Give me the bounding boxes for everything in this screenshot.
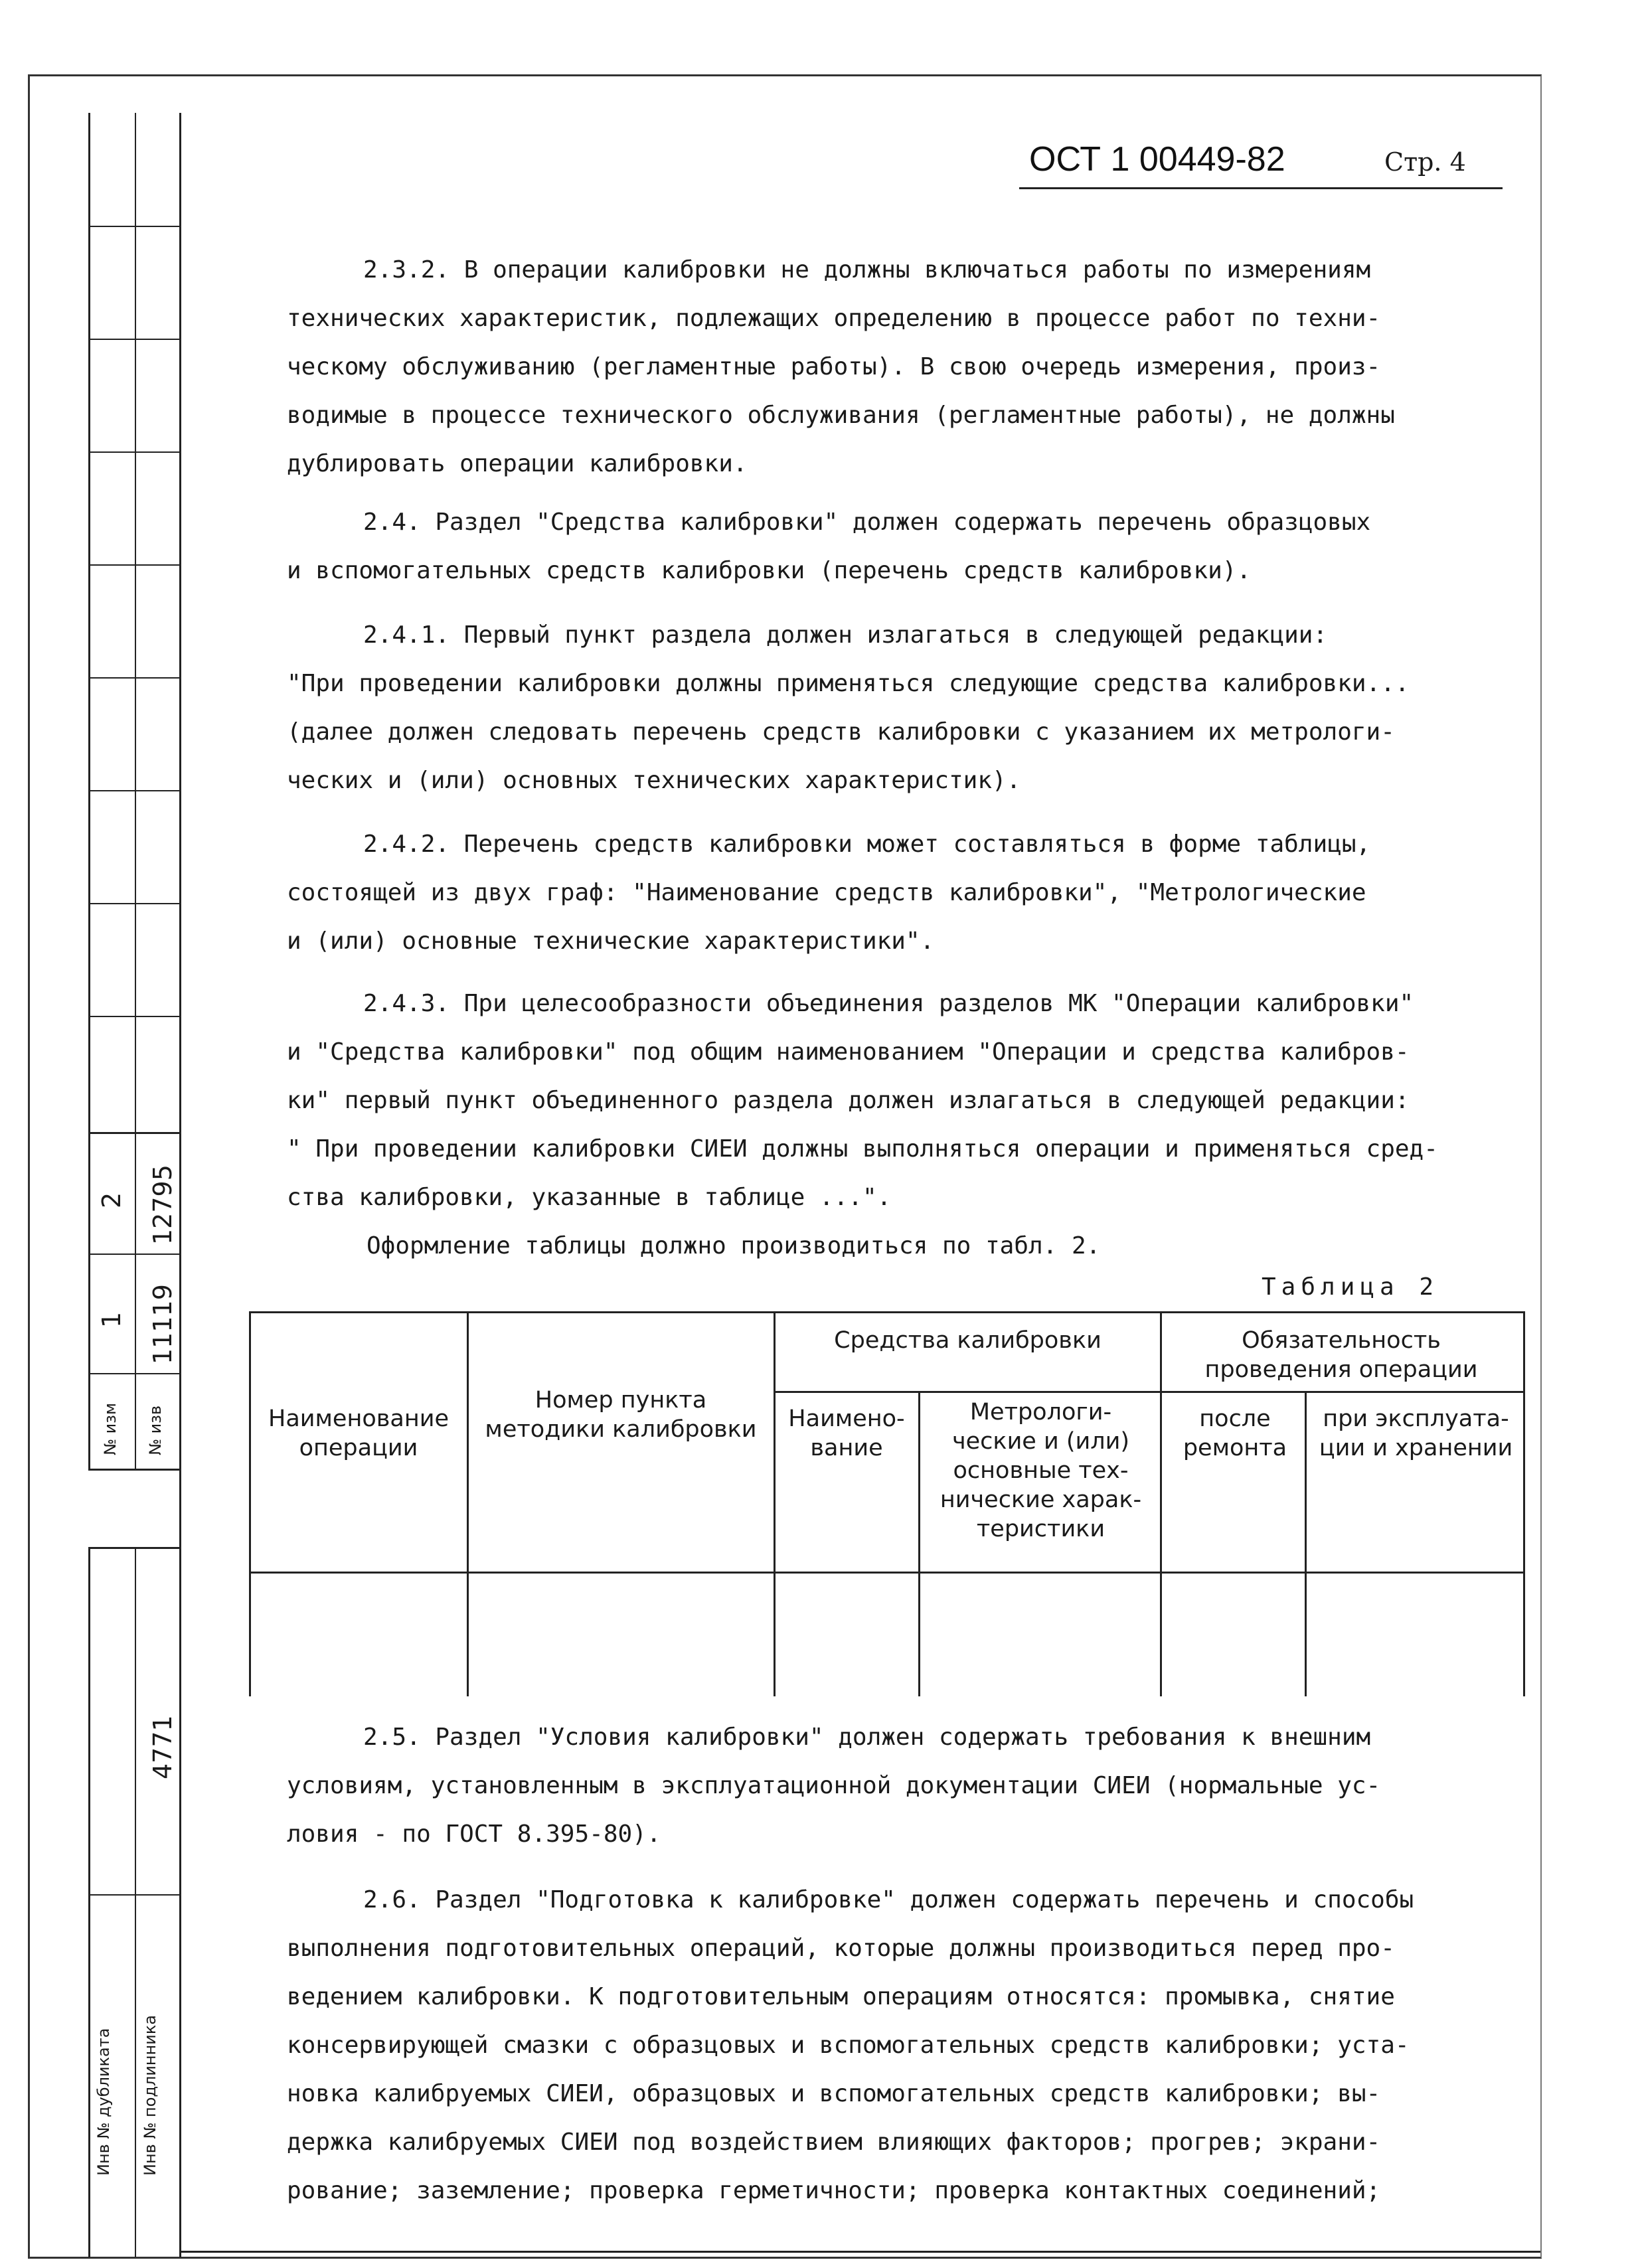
inner-frame-bottom bbox=[179, 2251, 1540, 2253]
document-code: ОСТ 1 00449-82 bbox=[1029, 140, 1285, 179]
paragraph-2-4-3: 2.4.3. При целесообразности объединения разделов МК "Операции калибровки" и "Средства калибровки" под общим наименованием "Операции и средства калибров- ки" первый пункт объединенного раздела должен излагаться в следующей редакции: " При проведении калибровки СИЕИ должны выполняться операции и применяться сред- ства калибровки, указанные в таблице ...". bbox=[287, 990, 1438, 1211]
header-underline bbox=[1019, 187, 1503, 189]
table-caption: Таблица 2 bbox=[1262, 1273, 1439, 1301]
header-operation-storage: при эксплуата- ции и хранении bbox=[1319, 1406, 1513, 1461]
header-after-repair: после ремонта bbox=[1183, 1406, 1287, 1461]
header-operation: Наименование операции bbox=[268, 1406, 449, 1461]
header-means-name: Наимено- вание bbox=[788, 1406, 905, 1461]
header-item-number: Номер пункта методики калибровки bbox=[485, 1387, 757, 1443]
change-number-2: 2 bbox=[97, 1192, 126, 1208]
header-means-characteristics: Метрологи- ческие и (или) основные тех- нические харак- теристики bbox=[940, 1399, 1142, 1542]
paragraph-2-4-2: 2.4.2. Перечень средств калибровки может составляться в форме таблицы, состоящей из двух граф: "Наименование средств калибровки", "Метрологические и (или) основные технические характеристики". bbox=[287, 831, 1371, 955]
paragraph-2-6: 2.6. Раздел "Подготовка к калибровке" должен содержать перечень и способы выполнения подготовительных операций, которые должны производиться перед про- ведением калибровки. К подготовительным операциям относятся: промывка, снятие консервирующей смазки с образцовых и вспомогательных средств калибровки; уста- новка калибруемых СИЕИ, образцовых и вспомогательных средств калибровки; вы- держка калибруемых СИЕИ под воздействием влияющих факторов; прогрев; экрани- рование; заземление; проверка герметичности; проверка контактных соединений; bbox=[287, 1886, 1414, 2204]
paragraph-2-4-1: 2.4.1. Первый пункт раздела должен излагаться в следующей редакции: "При проведении калибровки должны применяться следующие средства калибровки... (далее должен следовать перечень средств калибровки с указанием их метрологи- ческих и (или) основных технических характеристик). bbox=[287, 621, 1410, 794]
paragraph-2-4: 2.4. Раздел "Средства калибровки" должен содержать перечень образцовых и вспомогательных средств калибровки (перечень средств калибровки). bbox=[287, 509, 1371, 584]
page-number: Стр. 4 bbox=[1384, 147, 1466, 177]
table-2 bbox=[249, 1311, 1525, 1696]
label-duplicate-inv: Инв № дубликата bbox=[94, 2028, 113, 2176]
paragraph-table-note: Оформление таблицы должно производиться по табл. 2. bbox=[367, 1232, 1101, 1259]
label-original-inv: Инв № подлинника bbox=[141, 2014, 159, 2176]
stamp-empty-column bbox=[88, 113, 181, 1135]
header-means-group: Средства калибровки bbox=[834, 1327, 1102, 1354]
paragraph-2-3-2: 2.3.2. В операции калибровки не должны включаться работы по измерениям технических характеристик, подлежащих определению в процессе работ по техни- ческому обслуживанию (регламентные работы). В свою очередь измерения, произ- водимые в процессе технического обслуживания (регламентные работы), не должны дублировать операции калибровки. bbox=[287, 256, 1395, 477]
label-izv: № изв bbox=[146, 1405, 165, 1455]
change-doc-11119: 11119 bbox=[148, 1284, 177, 1364]
stamp-change-record bbox=[88, 1132, 181, 1471]
header-mandatory-group: Обязательность проведения операции bbox=[1204, 1327, 1478, 1383]
change-doc-12795: 12795 bbox=[148, 1165, 177, 1245]
stamp-inventory bbox=[88, 1547, 181, 2257]
change-number-1: 1 bbox=[97, 1311, 126, 1328]
paragraph-2-5: 2.5. Раздел "Условия калибровки" должен содержать требования к внешним условиям, установленным в эксплуатационной документации СИЕИ (нормальные ус- ловия - по ГОСТ 8.395-80). bbox=[287, 1724, 1381, 1848]
label-izm: № изм bbox=[101, 1402, 120, 1455]
inventory-number: 4771 bbox=[148, 1715, 177, 1779]
